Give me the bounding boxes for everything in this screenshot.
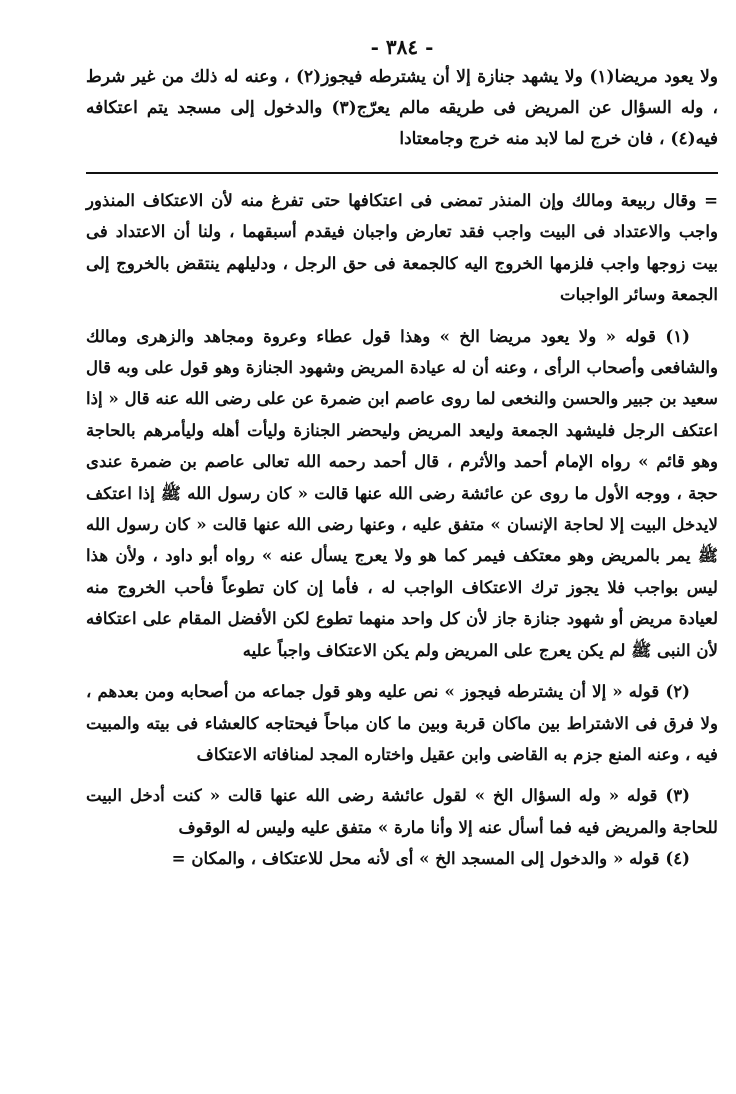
main-paragraph: ولا يعود مريضا(١) ولا يشهد جنازة إلا أن يشترطه فيجوز(٢) ، وعنه له ذلك من غير شرط ، وله السؤال عن المريض فى طريقه مالم يعرّج(٣) والدخول إلى مسجد يتم اعتكافه فيه(٤) ، فان خرج لما لابد منه خرج وجامعتادا — [86, 67, 718, 149]
spacer — [86, 666, 718, 676]
main-text — [86, 62, 718, 155]
footnote-divider — [86, 172, 718, 174]
spacer — [86, 770, 718, 780]
book-page — [86, 32, 718, 869]
footnote-4: (٤) قوله « والدخول إلى المسجد الخ » أى لأنه محل للاعتكاف ، والمكان = — [171, 848, 690, 869]
footnote-continuation: = وقال ربيعة ومالك وإن المنذر تمضى فى اعتكافها حتى تفرغ منه لأن الاعتكاف المنذور واجب والاعتداد فى البيت واجب فقد تعارض واجبان فيقدم أسبقهما ، ولنا أن الاعتداد فى بيت زوجها واجب فلزمها الخروج اليه كالجمعة فى حق الرجل ، ودليلهم ينتقض بالخروج إلى الجمعة وسائر الواجبات — [86, 190, 718, 305]
spacer — [86, 311, 718, 321]
footnote-1: (١) قوله « ولا يعود مريضا الخ » وهذا قول عطاء وعروة ومجاهد والزهرى ومالك والشافعى وأصحاب الرأى ، وعنه أن له عيادة المريض وشهود الجنازة وهو قول على وبه قال سعيد بن جبير والحسن والنخعى لما روى عاصم ابن ضمرة عن على رضى الله عنه قال « إذا اعتكف الرجل فليشهد الجمعة وليعد المريض وليحضر الجنازة وليأت أهله وليأمرهم بالحاجة وهو قائم » رواه الإمام أحمد والأثرم ، قال أحمد رحمه الله تعالى عاصم بن ضمرة عندى حجة ، ووجه الأول ما روى عن عائشة رضى الله عنها قالت « كان رسول الله ﷺ إذا اعتكف لايدخل البيت إلا لحاجة الإنسان » متفق عليه ، وعنها رضى الله عنها قالت « كان رسول الله ﷺ يمر بالمريض وهو معتكف فيمر كما هو ولا يعرج يسأل عنه » رواه أبو داود ، ولأن هذا ليس بواجب فلا يجوز ترك الاعتكاف الواجب له ، فأما إن كان تطوعاً فأحب الخروج منه لعيادة مريض أو شهود جنازة جاز لأن كل واحد منهما تطوع لكن الأفضل المقام على اعتكافه لأن النبى ﷺ لم يكن يعرج على المريض ولم يكن الاعتكاف واجباً عليه — [86, 325, 718, 660]
footnotes — [86, 185, 718, 875]
page-number: - ٣٨٤ - — [370, 35, 434, 59]
footnote-2: (٢) قوله « إلا أن يشترطه فيجوز » نص عليه وهو قول جماعه من أصحابه ومن بعدهم ، ولا فرق فى الاشتراط بين ماكان قربة وبين ما كان مباحاً فيحتاجه كالعشاء فى بيته والمبيت فيه ، وعنه المنع جزم به القاضى وابن عقيل واختاره المجد لمنافاته الاعتكاف — [86, 681, 718, 764]
footnote-3: (٣) قوله « وله السؤال الخ » لقول عائشة رضى الله عنها قالت « كنت أدخل البيت للحاجة والمريض فيه فما أسأل عنه إلا وأنا مارة » متفق عليه وليس له الوقوف — [86, 785, 718, 837]
